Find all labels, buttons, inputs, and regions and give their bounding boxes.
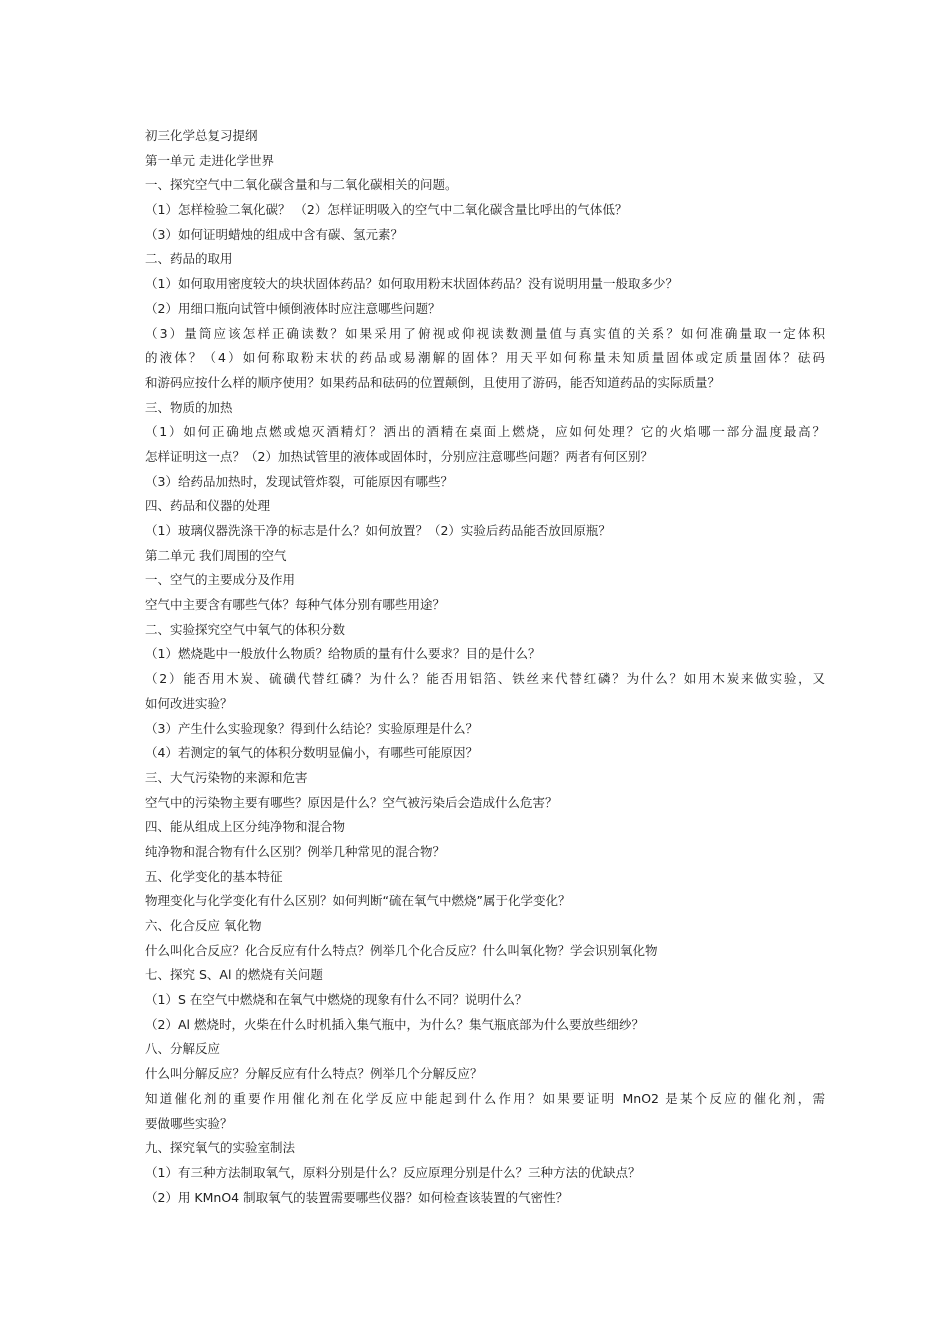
- text-line: 三、物质的加热: [145, 399, 233, 415]
- text-line: 初三化学总复习提纲: [145, 128, 258, 143]
- text-line: 四、能从组成上区分纯净物和混合物: [145, 819, 346, 835]
- text-line: （1）怎样检验二氧化碳？ （2）怎样证明吸入的空气中二氧化碳含量比呼出的气体低？: [145, 202, 628, 218]
- text-line: 七、探究 S、Al 的燃烧有关问题: [145, 967, 323, 983]
- text-line: （2）Al 燃烧时，火柴在什么时机插入集气瓶中，为什么？集气瓶底部为什么要放些细纱？: [145, 1016, 644, 1032]
- text-line: （3）给药品加热时，发现试管炸裂，可能原因有哪些？: [145, 473, 453, 489]
- text-line: （1）如何正确地点燃或熄灭酒精灯？洒出的酒精在桌面上燃烧，应如何处理？它的火焰哪一部分温度最高？: [145, 424, 825, 440]
- text-line: 四、药品和仪器的处理: [145, 498, 271, 514]
- text-line: 怎样证明这一点？（2）加热试管里的液体或固体时，分别应注意哪些问题？两者有何区别？: [145, 448, 653, 464]
- text-line: 六、化合反应 氧化物: [145, 918, 262, 933]
- text-line: 如何改进实验？: [145, 695, 233, 711]
- text-line: （1）燃烧匙中一般放什么物质？给物质的量有什么要求？目的是什么？: [145, 646, 541, 662]
- text-line: 第二单元 我们周围的空气: [145, 547, 287, 563]
- text-line: 二、实验探究空气中氧气的体积分数: [145, 621, 346, 637]
- text-line: 二、药品的取用: [145, 251, 233, 267]
- text-line: （4）若测定的氧气的体积分数明显偏小，有哪些可能原因？: [145, 745, 478, 761]
- text-line: （1）S 在空气中燃烧和在氧气中燃烧的现象有什么不同？说明什么？: [145, 992, 528, 1008]
- text-line: （1）如何取用密度较大的块状固体药品？如何取用粉末状固体药品？没有说明用量一般取多少？: [145, 276, 678, 292]
- text-line: 和游码应按什么样的顺序使用？如果药品和砝码的位置颠倒，且使用了游码，能否知道药品的实际质量？: [145, 374, 721, 390]
- text-line: 一、探究空气中二氧化碳含量和与二氧化碳相关的问题。: [145, 177, 458, 193]
- text-line: （3）产生什么实验现象？得到什么结论？实验原理是什么？: [145, 720, 478, 736]
- text-line: 的液体？（4）如何称取粉末状的药品或易潮解的固体？用天平如何称量未知质量固体或定质量固体？砝码: [145, 350, 825, 366]
- text-line: 八、分解反应: [145, 1041, 221, 1057]
- document-page: [145, 124, 825, 1210]
- text-line: 知道催化剂的重要作用催化剂在化学反应中能起到什么作用？如果要证明 MnO2 是某个反应的催化剂，需: [145, 1090, 825, 1106]
- text-line: 物理变化与化学变化有什么区别？如何判断“硫在氧气中燃烧”属于化学变化？: [145, 893, 571, 909]
- text-line: （1）有三种方法制取氧气，原料分别是什么？反应原理分别是什么？三种方法的优缺点？: [145, 1164, 641, 1180]
- text-line: （2）能否用木炭、硫磺代替红磷？为什么？能否用铝箔、铁丝来代替红磷？为什么？如用木炭来做实验，又: [145, 671, 825, 687]
- text-line: 要做哪些实验？: [145, 1115, 233, 1131]
- text-line: 空气中的污染物主要有哪些？原因是什么？空气被污染后会造成什么危害？: [145, 794, 558, 810]
- text-line: （2）用细口瓶向试管中倾倒液体时应注意哪些问题？: [145, 300, 441, 316]
- text-line: 九、探究氧气的实验室制法: [145, 1140, 296, 1156]
- text-line: 纯净物和混合物有什么区别？例举几种常见的混合物？: [145, 843, 446, 859]
- text-line: （1）玻璃仪器洗涤干净的标志是什么？如何放置？（2）实验后药品能否放回原瓶？: [145, 523, 611, 538]
- text-line: 第一单元 走进化学世界: [145, 152, 274, 168]
- text-line: （2）用 KMnO4 制取氧气的装置需要哪些仪器？如何检查该装置的气密性？: [145, 1189, 569, 1205]
- text-line: （3）如何证明蜡烛的组成中含有碳、氢元素？: [145, 226, 403, 242]
- text-line: 一、空气的主要成分及作用: [145, 572, 296, 588]
- text-line: （3）量筒应该怎样正确读数？如果采用了俯视或仰视读数测量值与真实值的关系？如何准确量取一定体积: [145, 325, 825, 341]
- text-line: 三、大气污染物的来源和危害: [145, 769, 308, 785]
- text-line: 什么叫分解反应？分解反应有什么特点？例举几个分解反应？: [145, 1066, 483, 1082]
- text-line: 什么叫化合反应？化合反应有什么特点？例举几个化合反应？什么叫氧化物？学会识别氧化物: [145, 942, 658, 958]
- text-line: 五、化学变化的基本特征: [145, 868, 283, 884]
- text-line: 空气中主要含有哪些气体？每种气体分别有哪些用途？: [145, 597, 446, 613]
